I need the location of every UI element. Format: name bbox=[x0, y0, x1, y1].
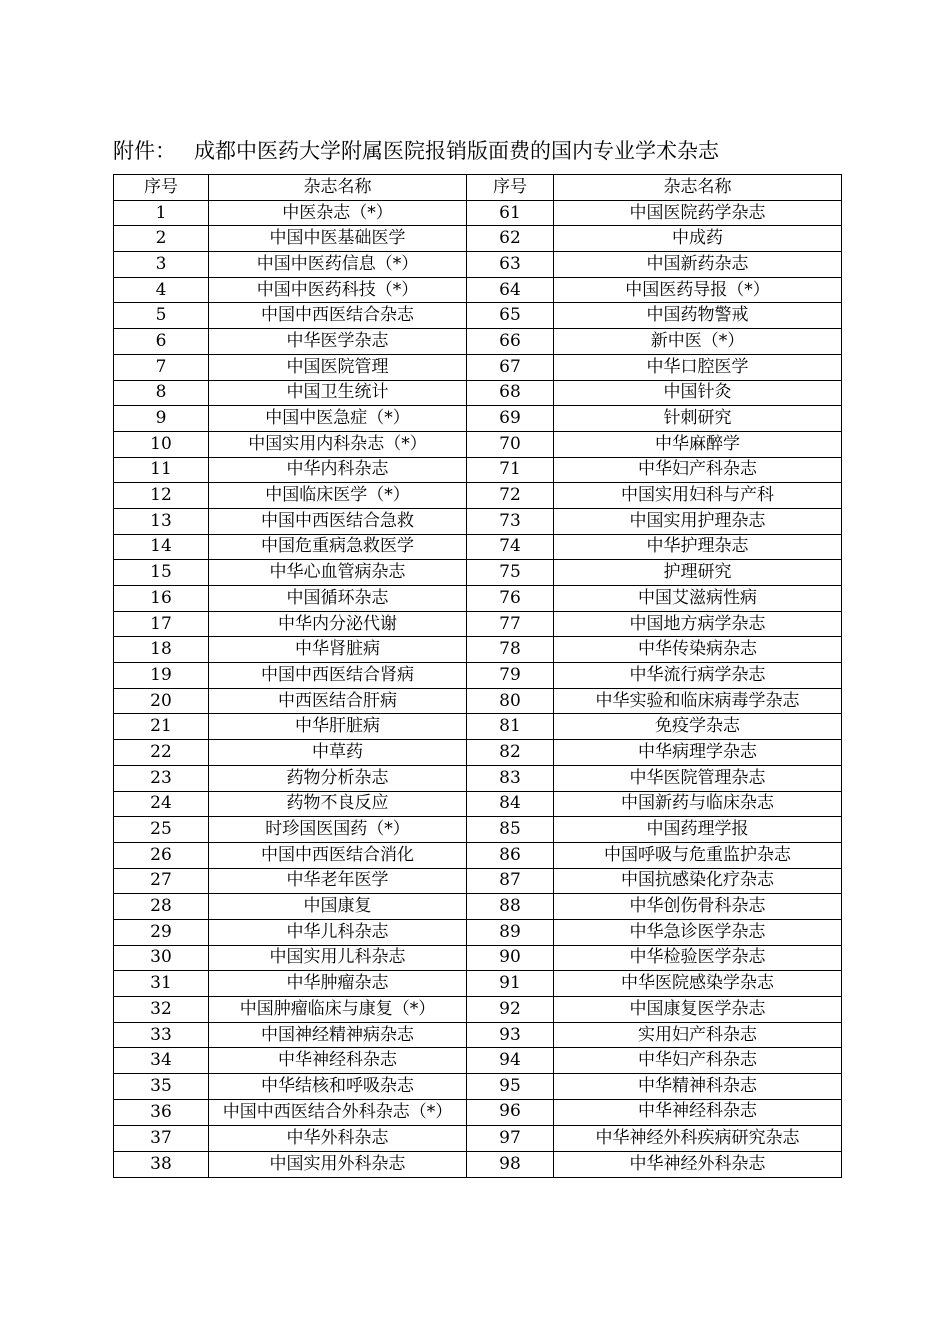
cell-name-left: 中国医院管理 bbox=[209, 354, 467, 380]
cell-name-left: 时珍国医国药（*） bbox=[209, 817, 467, 843]
cell-index-right: 85 bbox=[467, 817, 554, 843]
table-row bbox=[114, 329, 842, 355]
cell-name-left: 中国中医急症（*） bbox=[209, 406, 467, 432]
table-row bbox=[114, 303, 842, 329]
header-index-left: 序号 bbox=[114, 175, 209, 201]
cell-name-right: 中华实验和临床病毒学杂志 bbox=[554, 688, 842, 714]
cell-index-left: 28 bbox=[114, 894, 209, 920]
cell-name-right: 中华传染病杂志 bbox=[554, 637, 842, 663]
cell-name-right: 中国医院药学杂志 bbox=[554, 200, 842, 226]
cell-name-right: 中国抗感染化疗杂志 bbox=[554, 868, 842, 894]
cell-index-right: 90 bbox=[467, 945, 554, 971]
cell-name-right: 中国康复医学杂志 bbox=[554, 997, 842, 1023]
cell-name-left: 中华医学杂志 bbox=[209, 329, 467, 355]
cell-name-right: 中华麻醉学 bbox=[554, 431, 842, 457]
table-body bbox=[114, 200, 842, 1177]
cell-name-right: 中国新药杂志 bbox=[554, 252, 842, 278]
table-row bbox=[114, 534, 842, 560]
table-row bbox=[114, 688, 842, 714]
cell-name-left: 中国肿瘤临床与康复（*） bbox=[209, 997, 467, 1023]
cell-index-left: 22 bbox=[114, 740, 209, 766]
table-row bbox=[114, 894, 842, 920]
cell-name-right: 中国新药与临床杂志 bbox=[554, 791, 842, 817]
cell-name-right: 护理研究 bbox=[554, 560, 842, 586]
cell-index-left: 10 bbox=[114, 431, 209, 457]
table-row bbox=[114, 714, 842, 740]
cell-index-right: 82 bbox=[467, 740, 554, 766]
cell-name-left: 中国康复 bbox=[209, 894, 467, 920]
cell-index-right: 76 bbox=[467, 586, 554, 612]
cell-name-right: 中华医院管理杂志 bbox=[554, 765, 842, 791]
header-index-right: 序号 bbox=[467, 175, 554, 201]
cell-index-right: 88 bbox=[467, 894, 554, 920]
table-row bbox=[114, 200, 842, 226]
cell-index-right: 73 bbox=[467, 508, 554, 534]
cell-index-right: 86 bbox=[467, 842, 554, 868]
cell-name-right: 中华医院感染学杂志 bbox=[554, 971, 842, 997]
cell-name-right: 中华妇产科杂志 bbox=[554, 1048, 842, 1074]
cell-index-left: 5 bbox=[114, 303, 209, 329]
cell-index-right: 66 bbox=[467, 329, 554, 355]
cell-name-right: 中国实用护理杂志 bbox=[554, 508, 842, 534]
table-row bbox=[114, 354, 842, 380]
cell-index-left: 12 bbox=[114, 483, 209, 509]
table-row bbox=[114, 765, 842, 791]
cell-name-left: 中国神经精神病杂志 bbox=[209, 1022, 467, 1048]
cell-index-left: 9 bbox=[114, 406, 209, 432]
page-title bbox=[113, 136, 719, 166]
cell-name-right: 中华检验医学杂志 bbox=[554, 945, 842, 971]
cell-index-left: 33 bbox=[114, 1022, 209, 1048]
table-row bbox=[114, 971, 842, 997]
cell-name-left: 中国卫生统计 bbox=[209, 380, 467, 406]
cell-index-left: 2 bbox=[114, 226, 209, 252]
cell-name-right: 中国艾滋病性病 bbox=[554, 586, 842, 612]
cell-index-right: 62 bbox=[467, 226, 554, 252]
cell-name-right: 新中医（*） bbox=[554, 329, 842, 355]
cell-index-left: 8 bbox=[114, 380, 209, 406]
title-text: 成都中医药大学附属医院报销版面费的国内专业学术杂志 bbox=[194, 139, 719, 163]
table-row bbox=[114, 380, 842, 406]
cell-name-left: 中华老年医学 bbox=[209, 868, 467, 894]
cell-name-left: 中国中医药信息（*） bbox=[209, 252, 467, 278]
cell-index-right: 74 bbox=[467, 534, 554, 560]
cell-index-left: 35 bbox=[114, 1074, 209, 1100]
cell-name-right: 中华病理学杂志 bbox=[554, 740, 842, 766]
cell-index-right: 71 bbox=[467, 457, 554, 483]
cell-index-left: 14 bbox=[114, 534, 209, 560]
table-row bbox=[114, 431, 842, 457]
cell-index-right: 64 bbox=[467, 277, 554, 303]
cell-name-right: 中国针灸 bbox=[554, 380, 842, 406]
cell-name-right: 中华妇产科杂志 bbox=[554, 457, 842, 483]
cell-index-right: 65 bbox=[467, 303, 554, 329]
cell-index-left: 36 bbox=[114, 1099, 209, 1126]
cell-name-left: 中国实用儿科杂志 bbox=[209, 945, 467, 971]
cell-name-right: 实用妇产科杂志 bbox=[554, 1022, 842, 1048]
cell-index-right: 67 bbox=[467, 354, 554, 380]
table-row bbox=[114, 1152, 842, 1178]
cell-index-left: 29 bbox=[114, 919, 209, 945]
table-row bbox=[114, 919, 842, 945]
table-row bbox=[114, 611, 842, 637]
cell-name-right: 中国实用妇科与产科 bbox=[554, 483, 842, 509]
table-header-row bbox=[114, 175, 842, 201]
cell-index-left: 6 bbox=[114, 329, 209, 355]
table-row bbox=[114, 997, 842, 1023]
cell-index-left: 23 bbox=[114, 765, 209, 791]
cell-name-left: 药物不良反应 bbox=[209, 791, 467, 817]
cell-name-right: 中国医药导报（*） bbox=[554, 277, 842, 303]
table-row bbox=[114, 252, 842, 278]
table-row bbox=[114, 1099, 842, 1126]
cell-index-right: 61 bbox=[467, 200, 554, 226]
journal-table bbox=[113, 174, 842, 1178]
cell-index-left: 1 bbox=[114, 200, 209, 226]
cell-name-right: 中国地方病学杂志 bbox=[554, 611, 842, 637]
table-row bbox=[114, 406, 842, 432]
cell-index-left: 7 bbox=[114, 354, 209, 380]
table-row bbox=[114, 663, 842, 689]
cell-name-left: 中国临床医学（*） bbox=[209, 483, 467, 509]
cell-index-right: 75 bbox=[467, 560, 554, 586]
cell-name-left: 中华肿瘤杂志 bbox=[209, 971, 467, 997]
table-row bbox=[114, 1126, 842, 1152]
header-name-left: 杂志名称 bbox=[209, 175, 467, 201]
cell-name-left: 中华心血管病杂志 bbox=[209, 560, 467, 586]
cell-index-right: 72 bbox=[467, 483, 554, 509]
cell-index-right: 63 bbox=[467, 252, 554, 278]
cell-name-left: 药物分析杂志 bbox=[209, 765, 467, 791]
table-row bbox=[114, 1074, 842, 1100]
cell-name-left: 中华肾脏病 bbox=[209, 637, 467, 663]
cell-name-left: 中国循环杂志 bbox=[209, 586, 467, 612]
table-row bbox=[114, 508, 842, 534]
cell-index-right: 87 bbox=[467, 868, 554, 894]
cell-index-right: 98 bbox=[467, 1152, 554, 1178]
cell-index-left: 25 bbox=[114, 817, 209, 843]
cell-index-left: 24 bbox=[114, 791, 209, 817]
cell-name-left: 中华神经科杂志 bbox=[209, 1048, 467, 1074]
cell-name-left: 中华儿科杂志 bbox=[209, 919, 467, 945]
cell-name-left: 中华内分泌代谢 bbox=[209, 611, 467, 637]
cell-name-right: 中华口腔医学 bbox=[554, 354, 842, 380]
cell-name-right: 中华流行病学杂志 bbox=[554, 663, 842, 689]
cell-index-right: 78 bbox=[467, 637, 554, 663]
cell-index-left: 21 bbox=[114, 714, 209, 740]
cell-name-right: 中华神经外科杂志 bbox=[554, 1152, 842, 1178]
cell-index-left: 38 bbox=[114, 1152, 209, 1178]
table-row bbox=[114, 1048, 842, 1074]
cell-index-right: 95 bbox=[467, 1074, 554, 1100]
cell-name-right: 中华精神科杂志 bbox=[554, 1074, 842, 1100]
cell-name-right: 中华创伤骨科杂志 bbox=[554, 894, 842, 920]
cell-index-right: 81 bbox=[467, 714, 554, 740]
cell-name-right: 针刺研究 bbox=[554, 406, 842, 432]
cell-name-left: 中国中西医结合急救 bbox=[209, 508, 467, 534]
cell-name-left: 中国中医药科技（*） bbox=[209, 277, 467, 303]
cell-index-left: 11 bbox=[114, 457, 209, 483]
cell-index-right: 89 bbox=[467, 919, 554, 945]
cell-index-right: 94 bbox=[467, 1048, 554, 1074]
table-row bbox=[114, 842, 842, 868]
cell-index-left: 19 bbox=[114, 663, 209, 689]
cell-name-left: 中医杂志（*） bbox=[209, 200, 467, 226]
cell-name-left: 中国实用外科杂志 bbox=[209, 1152, 467, 1178]
cell-name-right: 中华神经外科疾病研究杂志 bbox=[554, 1126, 842, 1152]
cell-index-left: 4 bbox=[114, 277, 209, 303]
cell-name-left: 中草药 bbox=[209, 740, 467, 766]
cell-index-right: 97 bbox=[467, 1126, 554, 1152]
cell-name-right: 中国药理学报 bbox=[554, 817, 842, 843]
table-row bbox=[114, 817, 842, 843]
cell-name-right: 中成药 bbox=[554, 226, 842, 252]
cell-name-left: 中国中西医结合外科杂志（*） bbox=[209, 1099, 467, 1126]
cell-name-right: 中华神经科杂志 bbox=[554, 1099, 842, 1126]
table-row bbox=[114, 637, 842, 663]
cell-index-right: 70 bbox=[467, 431, 554, 457]
cell-index-right: 79 bbox=[467, 663, 554, 689]
table-row bbox=[114, 740, 842, 766]
cell-index-left: 34 bbox=[114, 1048, 209, 1074]
table-row bbox=[114, 560, 842, 586]
cell-index-right: 91 bbox=[467, 971, 554, 997]
cell-index-right: 69 bbox=[467, 406, 554, 432]
cell-index-left: 16 bbox=[114, 586, 209, 612]
table-row bbox=[114, 586, 842, 612]
cell-index-left: 27 bbox=[114, 868, 209, 894]
title-prefix: 附件： bbox=[113, 139, 176, 163]
cell-index-left: 15 bbox=[114, 560, 209, 586]
cell-name-right: 中国药物警戒 bbox=[554, 303, 842, 329]
cell-name-right: 中华护理杂志 bbox=[554, 534, 842, 560]
cell-index-left: 17 bbox=[114, 611, 209, 637]
cell-index-left: 37 bbox=[114, 1126, 209, 1152]
cell-index-right: 84 bbox=[467, 791, 554, 817]
cell-name-left: 中国中西医结合消化 bbox=[209, 842, 467, 868]
cell-index-left: 18 bbox=[114, 637, 209, 663]
cell-name-left: 中华结核和呼吸杂志 bbox=[209, 1074, 467, 1100]
table-row bbox=[114, 791, 842, 817]
cell-name-left: 中华外科杂志 bbox=[209, 1126, 467, 1152]
cell-index-left: 30 bbox=[114, 945, 209, 971]
cell-name-left: 中国中医基础医学 bbox=[209, 226, 467, 252]
cell-index-left: 26 bbox=[114, 842, 209, 868]
cell-name-left: 中西医结合肝病 bbox=[209, 688, 467, 714]
cell-name-left: 中国危重病急救医学 bbox=[209, 534, 467, 560]
cell-index-right: 80 bbox=[467, 688, 554, 714]
table-row bbox=[114, 226, 842, 252]
cell-index-left: 3 bbox=[114, 252, 209, 278]
cell-index-left: 31 bbox=[114, 971, 209, 997]
cell-index-right: 77 bbox=[467, 611, 554, 637]
cell-index-right: 68 bbox=[467, 380, 554, 406]
cell-index-right: 96 bbox=[467, 1099, 554, 1126]
cell-index-left: 20 bbox=[114, 688, 209, 714]
header-name-right: 杂志名称 bbox=[554, 175, 842, 201]
cell-name-left: 中华肝脏病 bbox=[209, 714, 467, 740]
cell-name-right: 中华急诊医学杂志 bbox=[554, 919, 842, 945]
cell-name-right: 免疫学杂志 bbox=[554, 714, 842, 740]
cell-name-left: 中华内科杂志 bbox=[209, 457, 467, 483]
cell-index-right: 83 bbox=[467, 765, 554, 791]
cell-name-left: 中国中西医结合杂志 bbox=[209, 303, 467, 329]
table-row bbox=[114, 868, 842, 894]
table-row bbox=[114, 457, 842, 483]
cell-name-left: 中国实用内科杂志（*） bbox=[209, 431, 467, 457]
cell-index-left: 13 bbox=[114, 508, 209, 534]
cell-index-left: 32 bbox=[114, 997, 209, 1023]
table-row bbox=[114, 277, 842, 303]
table-row bbox=[114, 945, 842, 971]
cell-name-right: 中国呼吸与危重监护杂志 bbox=[554, 842, 842, 868]
table-row bbox=[114, 1022, 842, 1048]
table-row bbox=[114, 483, 842, 509]
cell-index-right: 93 bbox=[467, 1022, 554, 1048]
cell-name-left: 中国中西医结合肾病 bbox=[209, 663, 467, 689]
cell-index-right: 92 bbox=[467, 997, 554, 1023]
